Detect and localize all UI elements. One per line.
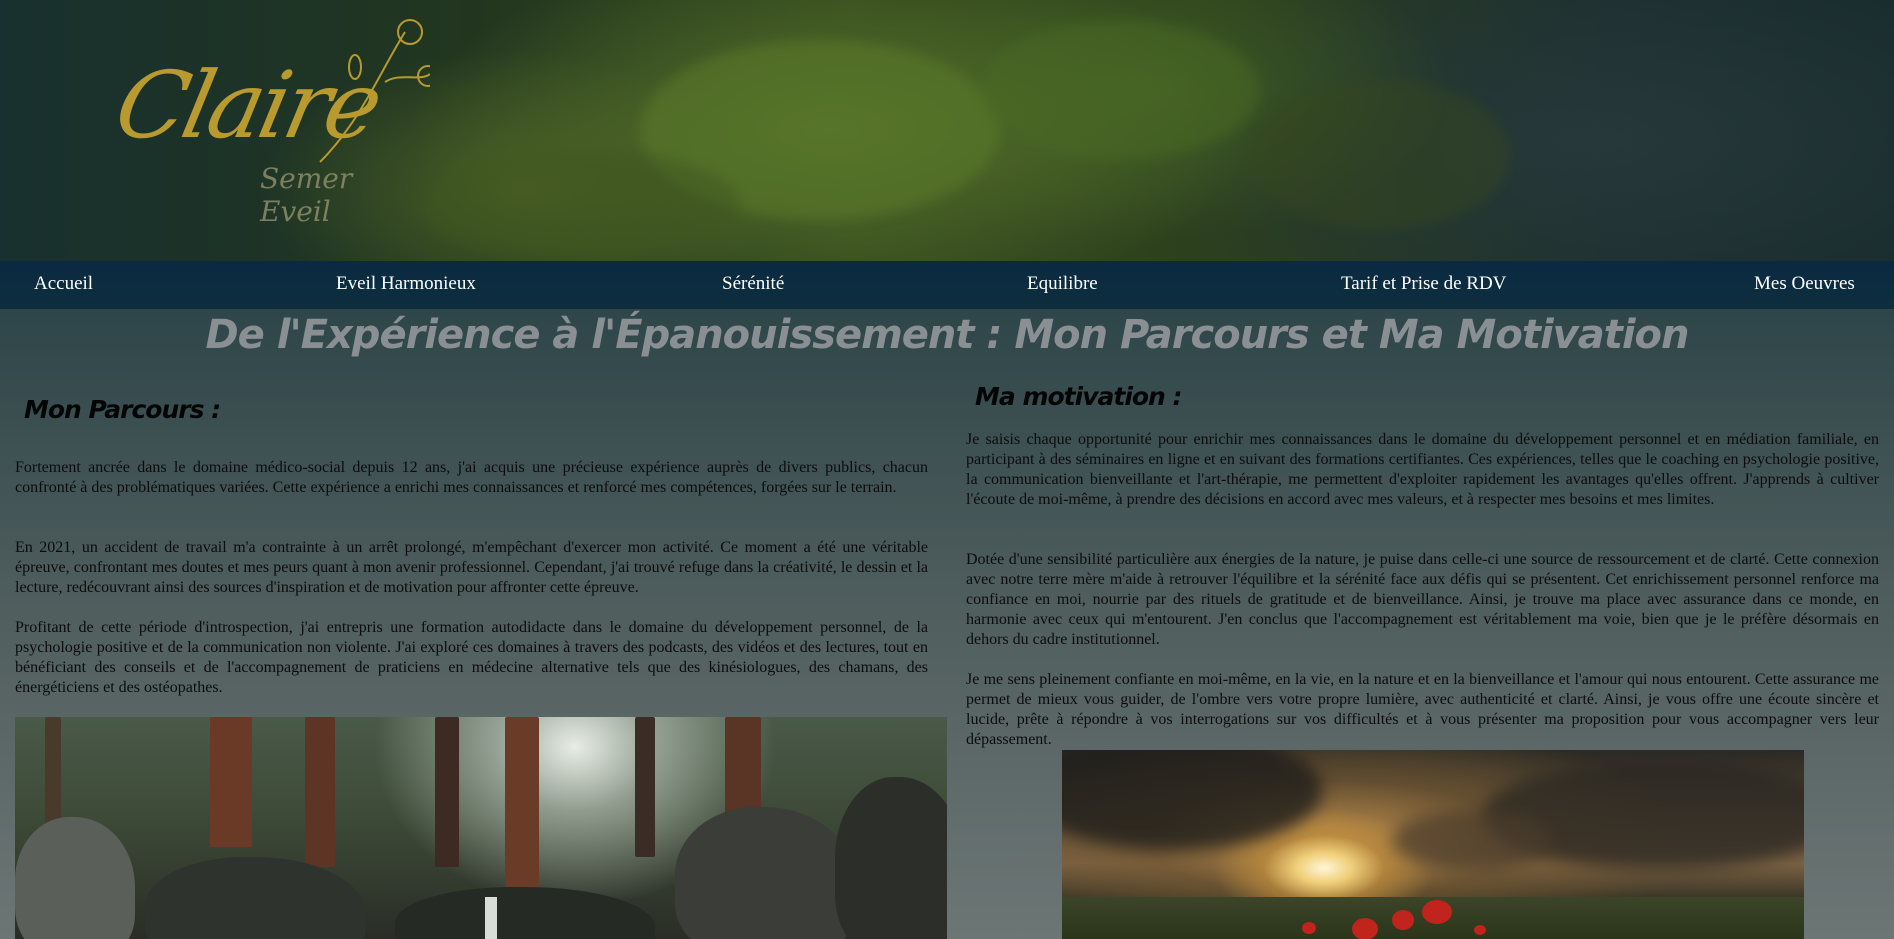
nav-serenite[interactable]: Sérénité [722, 273, 785, 294]
parcours-paragraph-1: Fortement ancrée dans le domaine médico-social depuis 12 ans, j'ai acquis une précieuse expérience auprès de divers publics, chacun confronté à des problématiques variées. Cette expérience a enrichi mes connaissances et renforcé mes compétences, forgées sur le terrain. [15, 459, 928, 496]
logo-subtitle: Semer Eveil [260, 162, 353, 228]
main-navigation [0, 261, 1894, 309]
motivation-heading: Ma motivation : [975, 382, 1182, 411]
parcours-heading: Mon Parcours : [24, 395, 221, 424]
motivation-paragraph-3: Je me sens pleinement confiante en moi-même, en la vie, en la nature et en la bienveillance et l'amour qui nous entourent. Cette assurance me permet de mieux vous guider, de l'ombre vers votre propre lumière, avec authenticité et clarté. Ainsi, je vous offre une écoute sincère et lucide, prête à répondre à vos interrogations sur vos difficultés et à vous présenter ma proposition pour vous accompagner vers leur dépassement. [966, 671, 1879, 748]
tree-trunk [435, 717, 459, 867]
poppy [1392, 910, 1414, 930]
nav-accueil[interactable]: Accueil [34, 273, 94, 294]
poppy [1352, 918, 1378, 939]
parcours-paragraph-2: En 2021, un accident de travail m'a contrainte à un arrêt prolongé, m'empêchant d'exercer mon activité. Ce moment a été une véritable épreuve, confrontant mes doutes et mes peurs quant à mon avenir professionnel. Cependant, j'ai trouvé refuge dans la créativité, le dessin et la lecture, redécouvrant ainsi des sources d'inspiration et de motivation pour affronter cette épreuve. [15, 539, 928, 596]
motivation-paragraph-2: Dotée d'une sensibilité particulière aux énergies de la nature, je puise dans celle-ci une source de ressourcement et de clarté. Cette connexion avec notre terre mère m'aide à retrouver l'équilibre et la sérénité face aux défis qui se présentent. Cet enrichissement personnel renforce ma confiance en moi, nourrie par des rituels de gratitude et de bienveillance. Ainsi, je trouve ma place avec assurance dans ce monde, en harmonie avec ceux qui m'entourent. J'en conclus que l'accompagnement est véritablement ma voie, bien que je le préfère désormais en dehors du cadre institutionnel. [966, 551, 1879, 648]
poppy [1474, 925, 1486, 935]
cloud [1392, 810, 1552, 870]
hero-banner [0, 0, 1894, 261]
rock [145, 857, 365, 939]
cloud [1062, 750, 1322, 850]
waterfall [485, 897, 497, 939]
rock [675, 807, 855, 939]
nav-mes-oeuvres[interactable]: Mes Oeuvres [1754, 273, 1855, 294]
poppy [1422, 900, 1452, 924]
parcours-paragraph-3: Profitant de cette période d'introspection, j'ai entrepris une formation autodidacte dans le domaine du développement personnel, de la psychologie positive et de la communication non violente. J'ai exploré ces domaines à travers des podcasts, des vidéos et des lectures, tout en bénéficiant des conseils et de l'accompagnement de praticiens en médecine alternative tels que des kinésiologues, des chamans, des énergéticiens et des ostéopathes. [15, 619, 928, 696]
moss-patch [420, 150, 740, 260]
rock [835, 777, 947, 939]
page-title: De l'Expérience à l'Épanouissement : Mon Parcours et Ma Motivation [205, 312, 1689, 358]
poppy [1302, 922, 1316, 934]
tree-trunk [635, 717, 655, 857]
site-logo[interactable] [106, 12, 430, 228]
moss-patch [980, 20, 1260, 160]
nav-equilibre[interactable]: Equilibre [1027, 273, 1098, 294]
sunset-image [1062, 750, 1804, 939]
logo-name: Claire [106, 52, 388, 159]
tree-trunk [505, 717, 539, 887]
nav-tarif-rdv[interactable]: Tarif et Prise de RDV [1341, 273, 1507, 294]
tree-trunk [305, 717, 335, 867]
rock [15, 817, 135, 939]
tree-trunk [210, 717, 252, 847]
nav-eveil-harmonieux[interactable]: Eveil Harmonieux [336, 273, 476, 294]
rock [395, 887, 655, 939]
moss-patch [1250, 80, 1510, 230]
forest-image [15, 717, 947, 939]
motivation-paragraph-1: Je saisis chaque opportunité pour enrichir mes connaissances dans le domaine du développement personnel et en médiation familiale, en participant à des séminaires en ligne et en suivant des formations certifiantes. Ces expériences, telles que le coaching en psychologie positive, la communication bienveillante et l'art-thérapie, me permettent d'exploiter rapidement les avantages qu'elles offrent. J'apprends à cultiver l'écoute de moi-même, à prendre des décisions en accord avec mes valeurs, et à respecter mes besoins et mes limites. [966, 431, 1879, 508]
